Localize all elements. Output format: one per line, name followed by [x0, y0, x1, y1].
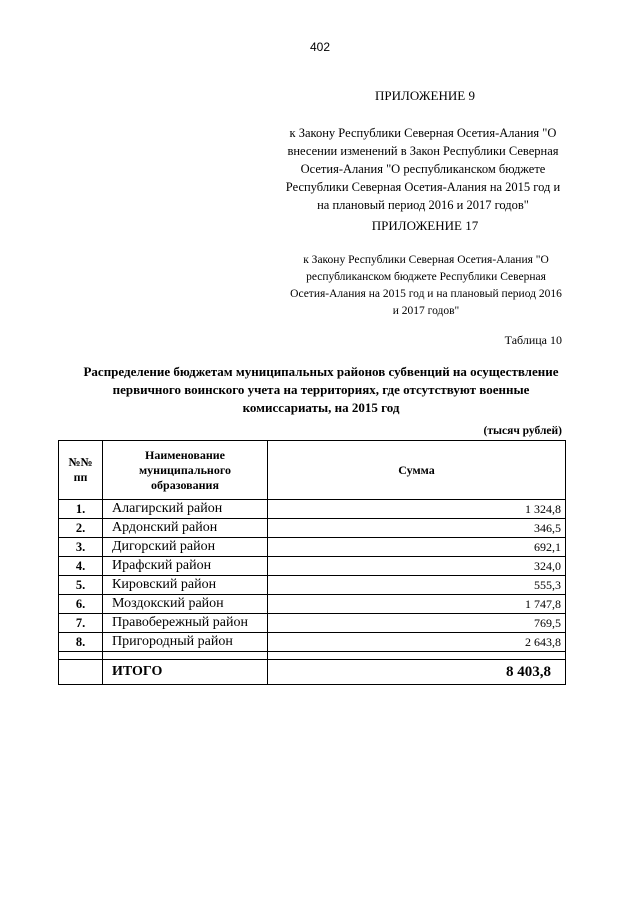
- annex-9-line: внесении изменений в Закон Республики Северная: [287, 144, 559, 158]
- header-name-line: образования: [151, 477, 219, 492]
- row-district: Ирафский район: [103, 557, 268, 576]
- row-district: Дигорский район: [103, 538, 268, 557]
- row-amount: 346,5: [268, 519, 566, 538]
- header-name-line: Наименование: [145, 447, 225, 462]
- total-row: [59, 660, 566, 685]
- budget-table: [58, 440, 566, 685]
- table-row: [59, 519, 566, 538]
- row-amount: 2 643,8: [268, 633, 566, 652]
- header-number-line: пп: [73, 470, 88, 484]
- row-number: 1.: [59, 500, 103, 519]
- table-row: [59, 614, 566, 633]
- table-row: [59, 633, 566, 652]
- annex-17-line: Осетия-Алания на 2015 год и на плановый период 2016: [290, 288, 562, 300]
- row-amount: 324,0: [268, 557, 566, 576]
- row-amount: 555,3: [268, 576, 566, 595]
- document-title: [60, 363, 582, 417]
- annex-9-text: [268, 124, 578, 214]
- table-header-row: [59, 441, 566, 500]
- total-label: ИТОГО: [103, 660, 268, 685]
- annex-9-line: Республики Северная Осетия-Алания на 2015 год и: [285, 180, 561, 194]
- total-number-cell: [59, 660, 103, 685]
- header-amount: Сумма: [268, 441, 566, 500]
- header-number-line: №№: [68, 455, 93, 469]
- total-amount: 8 403,8: [268, 660, 566, 685]
- annex-17-line: к Закону Республики Северная Осетия-Алания "О: [303, 254, 549, 266]
- title-line: комиссариаты, на 2015 год: [242, 400, 400, 415]
- row-district: Алагирский район: [103, 500, 268, 519]
- row-amount: 769,5: [268, 614, 566, 633]
- row-number: 2.: [59, 519, 103, 538]
- annex-9-line: на плановый период 2016 и 2017 годов": [317, 198, 529, 212]
- row-district: Пригородный район: [103, 633, 268, 652]
- spacer-cell: [59, 652, 103, 660]
- spacer-cell: [268, 652, 566, 660]
- annex-9-heading: ПРИЛОЖЕНИЕ 9: [375, 88, 475, 103]
- page-number: 402: [309, 40, 331, 54]
- annex-17-line: республиканском бюджете Республики Северная: [306, 271, 546, 283]
- row-number: 6.: [59, 595, 103, 614]
- table-row: [59, 557, 566, 576]
- table-spacer-row: [59, 652, 566, 660]
- row-district: Ардонский район: [103, 519, 268, 538]
- row-district: Правобережный район: [103, 614, 268, 633]
- header-name-line: муниципального: [139, 462, 231, 477]
- units-label: (тысяч рублей): [483, 425, 562, 437]
- title-line: первичного воинского учета на территориях, где отсутствуют военные: [112, 382, 530, 397]
- row-number: 8.: [59, 633, 103, 652]
- row-number: 4.: [59, 557, 103, 576]
- row-amount: 1 747,8: [268, 595, 566, 614]
- header-number: [59, 441, 103, 500]
- title-line: Распределение бюджетам муниципальных районов субвенций на осуществление: [83, 364, 559, 379]
- table-row: [59, 576, 566, 595]
- spacer-cell: [103, 652, 268, 660]
- row-number: 7.: [59, 614, 103, 633]
- annex-9-line: к Закону Республики Северная Осетия-Алания "О: [289, 126, 557, 140]
- row-number: 3.: [59, 538, 103, 557]
- annex-17-text: [276, 252, 576, 320]
- table-row: [59, 538, 566, 557]
- row-district: Кировский район: [103, 576, 268, 595]
- annex-17-heading: ПРИЛОЖЕНИЕ 17: [371, 218, 479, 233]
- row-number: 5.: [59, 576, 103, 595]
- row-amount: 1 324,8: [268, 500, 566, 519]
- annex-17-line: и 2017 годов": [392, 305, 460, 317]
- table-label: Таблица 10: [504, 333, 562, 347]
- row-district: Моздокский район: [103, 595, 268, 614]
- table-row: [59, 500, 566, 519]
- header-name: [103, 441, 268, 500]
- row-amount: 692,1: [268, 538, 566, 557]
- annex-9-line: Осетия-Алания "О республиканском бюджете: [300, 162, 546, 176]
- table-row: [59, 595, 566, 614]
